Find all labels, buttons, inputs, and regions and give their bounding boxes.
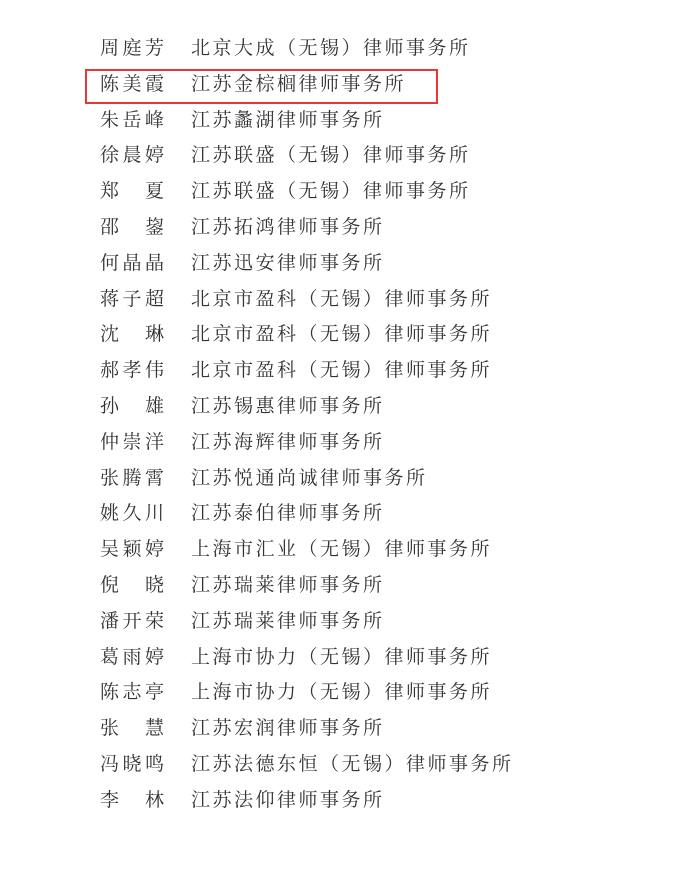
list-item: [0, 246, 675, 282]
law-firm: 北京市盈科（无锡）律师事务所: [191, 323, 493, 346]
lawyer-name: 张腾霄: [100, 466, 164, 489]
law-firm: 江苏迅安律师事务所: [191, 251, 385, 274]
lawyer-name: 徐晨婷: [100, 144, 164, 167]
lawyer-name: 葛雨婷: [100, 645, 164, 668]
list-item: [0, 138, 675, 174]
law-firm: 北京市盈科（无锡）律师事务所: [191, 287, 493, 310]
list-item: [0, 174, 675, 210]
law-firm: 江苏宏润律师事务所: [191, 717, 385, 740]
law-firm: 江苏联盛（无锡）律师事务所: [191, 144, 471, 167]
lawyer-name: 郝孝伟: [100, 359, 164, 382]
law-firm: 北京市盈科（无锡）律师事务所: [191, 359, 493, 382]
lawyer-name: 郑 夏: [100, 180, 164, 203]
list-item: [0, 747, 675, 783]
law-firm: 江苏蠡湖律师事务所: [191, 108, 385, 131]
list-item: [0, 282, 675, 318]
law-firm: 江苏法仰律师事务所: [191, 788, 385, 811]
list-item: [0, 461, 675, 497]
list-item: [0, 675, 675, 711]
lawyer-name: 周庭芳: [100, 37, 164, 59]
list-item: [0, 67, 675, 103]
list-item: [0, 425, 675, 461]
law-firm: 江苏拓鸿律师事务所: [191, 215, 385, 238]
lawyer-name: 姚久川: [100, 502, 164, 525]
lawyer-name: 何晶晶: [100, 251, 164, 274]
list-item: [0, 496, 675, 532]
lawyer-name: 冯晓鸣: [100, 752, 164, 775]
law-firm: 上海市协力（无锡）律师事务所: [191, 645, 493, 668]
lawyer-name: 朱岳峰: [100, 108, 164, 131]
law-firm: 江苏泰伯律师事务所: [191, 502, 385, 525]
lawyer-name: 李 林: [100, 788, 164, 811]
lawyer-name: 陈美霞: [100, 72, 164, 95]
lawyer-name: 潘开荣: [100, 609, 164, 632]
list-item: [0, 210, 675, 246]
list-item: [0, 31, 675, 67]
law-firm: 江苏锡惠律师事务所: [191, 394, 385, 417]
law-firm: 上海市协力（无锡）律师事务所: [191, 681, 493, 704]
law-firm: 江苏悦通尚诚律师事务所: [191, 466, 428, 489]
law-firm: 江苏金棕榈律师事务所: [191, 72, 407, 95]
lawyer-name: 蒋子超: [100, 287, 164, 310]
list-item: [0, 640, 675, 676]
law-firm: 上海市汇业（无锡）律师事务所: [191, 538, 493, 561]
law-firm: 江苏海辉律师事务所: [191, 430, 385, 453]
lawyer-list: [0, 31, 675, 819]
lawyer-name: 吴颖婷: [100, 538, 164, 561]
law-firm: 江苏瑞莱律师事务所: [191, 609, 385, 632]
lawyer-name: 邵 鋆: [100, 215, 164, 238]
lawyer-name: 陈志亭: [100, 681, 164, 704]
list-item: [0, 568, 675, 604]
law-firm: 北京大成（无锡）律师事务所: [191, 37, 471, 59]
lawyer-name: 孙 雄: [100, 394, 164, 417]
list-item: [0, 604, 675, 640]
list-item: [0, 532, 675, 568]
list-item: [0, 317, 675, 353]
law-firm: 江苏联盛（无锡）律师事务所: [191, 180, 471, 203]
list-item: [0, 389, 675, 425]
list-item: [0, 103, 675, 139]
law-firm: 江苏瑞莱律师事务所: [191, 573, 385, 596]
list-item: [0, 783, 675, 819]
list-item: [0, 353, 675, 389]
law-firm: 江苏法德东恒（无锡）律师事务所: [191, 752, 514, 775]
lawyer-name: 仲崇洋: [100, 430, 164, 453]
lawyer-name: 倪 晓: [100, 573, 164, 596]
lawyer-name: 张 慧: [100, 717, 164, 740]
lawyer-name: 沈 琳: [100, 323, 164, 346]
list-item: [0, 711, 675, 747]
